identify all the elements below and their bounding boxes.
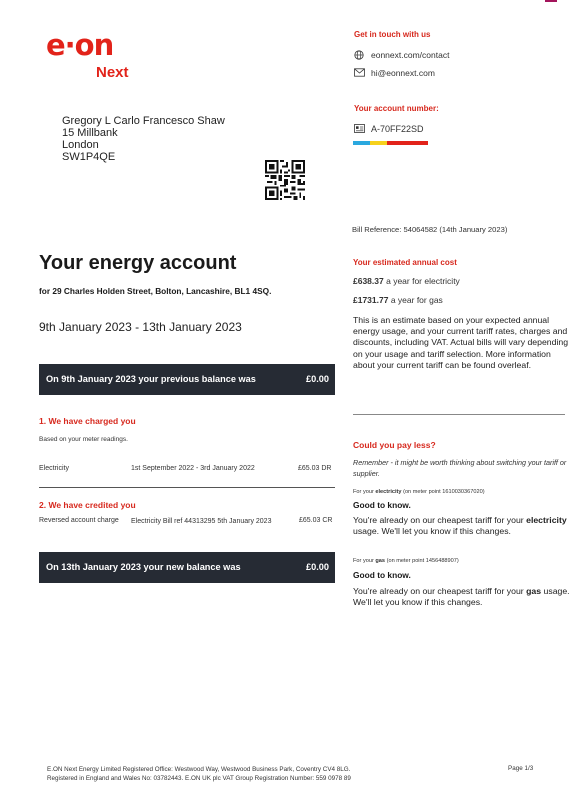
message-text: usage. We'll let you know if this changes.: [353, 586, 570, 608]
new-balance-value: £0.00: [306, 562, 329, 572]
gas-cost: £1731.77: [353, 295, 389, 305]
customer-address: [62, 115, 225, 163]
previous-balance-bar: [39, 364, 335, 395]
footer-legal: [47, 765, 351, 783]
billing-period: 9th January 2023 - 13th January 2023: [39, 320, 242, 334]
meter-fuel: gas: [375, 558, 386, 564]
contact-email-link[interactable]: hi@eonnext.com: [371, 68, 435, 78]
credit-item: Reversed account charge: [39, 517, 119, 524]
meter-for-label: For your: [353, 558, 374, 564]
color-segment-red-2: [404, 141, 428, 145]
gas-cost-label: a year for gas: [390, 295, 443, 305]
charge-amount: £65.03 DR: [298, 465, 332, 472]
globe-icon: [354, 50, 364, 60]
charged-heading: 1. We have charged you: [39, 416, 136, 426]
supply-address: for 29 Charles Holden Street, Bolton, Lancashire, BL1 4SQ.: [39, 286, 272, 296]
pay-less-reminder: Remember - it might be worth thinking about switching your tariff or supplier.: [353, 458, 567, 478]
footer-line: Registered in England and Wales No: 03782443. E.ON UK plc VAT Group Registration Number: 559 0978 89: [47, 775, 351, 782]
previous-balance-label: On 9th January 2023 your previous balance was: [46, 374, 256, 384]
estimate-heading: Your estimated annual cost: [353, 258, 457, 267]
electricity-tariff-message: [353, 515, 573, 537]
estimate-electricity: [353, 276, 460, 286]
credited-heading: 2. We have credited you: [39, 500, 136, 510]
electricity-cost: £638.37: [353, 276, 384, 286]
new-balance-bar: [39, 552, 335, 583]
contact-website-link[interactable]: eonnext.com/contact: [371, 50, 450, 60]
charge-item: Electricity: [39, 465, 69, 472]
envelope-icon: [354, 68, 365, 77]
gas-meter-point: (on meter point 1456488907): [386, 558, 459, 564]
color-segment-blue: [353, 141, 370, 145]
meter-fuel: electricity: [375, 489, 402, 495]
charged-note: Based on your meter readings.: [39, 436, 128, 443]
color-segment-red: [387, 141, 404, 145]
electricity-meter-point: (on meter point 1610030367020): [403, 489, 485, 495]
charge-dates: 1st September 2022 - 3rd January 2022: [131, 465, 255, 472]
pay-less-heading: Could you pay less?: [353, 440, 436, 450]
message-fuel: electricity: [526, 515, 567, 525]
message-text: usage. We'll let you know if this changes.: [353, 526, 511, 537]
contact-heading: Get in touch with us: [354, 30, 431, 39]
account-number: A-70FF22SD: [371, 124, 424, 134]
id-card-icon: [354, 124, 365, 133]
footer-line: E.ON Next Energy Limited Registered Office: Westwood Way, Westwood Business Park, Coventry CV4 8LG.: [47, 766, 351, 773]
estimate-explanation: This is an estimate based on your expected annual energy usage, and your current tariff rates, charges and discounts, including VAT. Actual bills will vary depending on your usage and tariff selection. More information about your current tariff can be found overleaf.: [353, 315, 569, 370]
message-fuel: gas: [526, 586, 542, 596]
account-number-heading: Your account number:: [354, 104, 439, 113]
gas-good-to-know: Good to know.: [353, 570, 411, 580]
address-line: 15 Millbank: [62, 127, 118, 139]
account-color-bar: [353, 141, 428, 145]
address-line: Gregory L Carlo Francesco Shaw: [62, 115, 225, 127]
color-segment-yellow: [370, 141, 387, 145]
estimate-gas: [353, 295, 443, 305]
bill-reference: Bill Reference: 54064582 (14th January 2023): [352, 225, 508, 234]
credit-amount: £65.03 CR: [299, 517, 333, 524]
electricity-good-to-know: Good to know.: [353, 500, 411, 510]
electricity-meter-line: [353, 489, 485, 495]
corner-mark: [545, 0, 557, 2]
eon-next-logo: [46, 30, 146, 82]
message-text: You're already on our cheapest tariff for your: [353, 586, 524, 596]
address-line: SW1P4QE: [62, 151, 116, 163]
gas-meter-line: [353, 558, 459, 564]
page-number: Page 1/3: [508, 765, 534, 772]
credit-dates: Electricity Bill ref 44313295 5th January 2023: [131, 518, 272, 525]
divider: [39, 487, 335, 488]
previous-balance-value: £0.00: [306, 374, 329, 384]
message-text: You're already on our cheapest tariff for your: [353, 515, 524, 525]
qr-code: [265, 160, 305, 200]
address-line: London: [62, 139, 99, 151]
gas-tariff-message: [353, 586, 573, 608]
page-title: Your energy account: [39, 252, 237, 274]
logo-next: Next: [96, 64, 129, 81]
electricity-cost-label: a year for electricity: [386, 276, 460, 286]
meter-for-label: For your: [353, 489, 374, 495]
logo-wordmark: e·on: [46, 28, 114, 62]
divider: [353, 414, 565, 415]
new-balance-label: On 13th January 2023 your new balance was: [46, 562, 241, 572]
